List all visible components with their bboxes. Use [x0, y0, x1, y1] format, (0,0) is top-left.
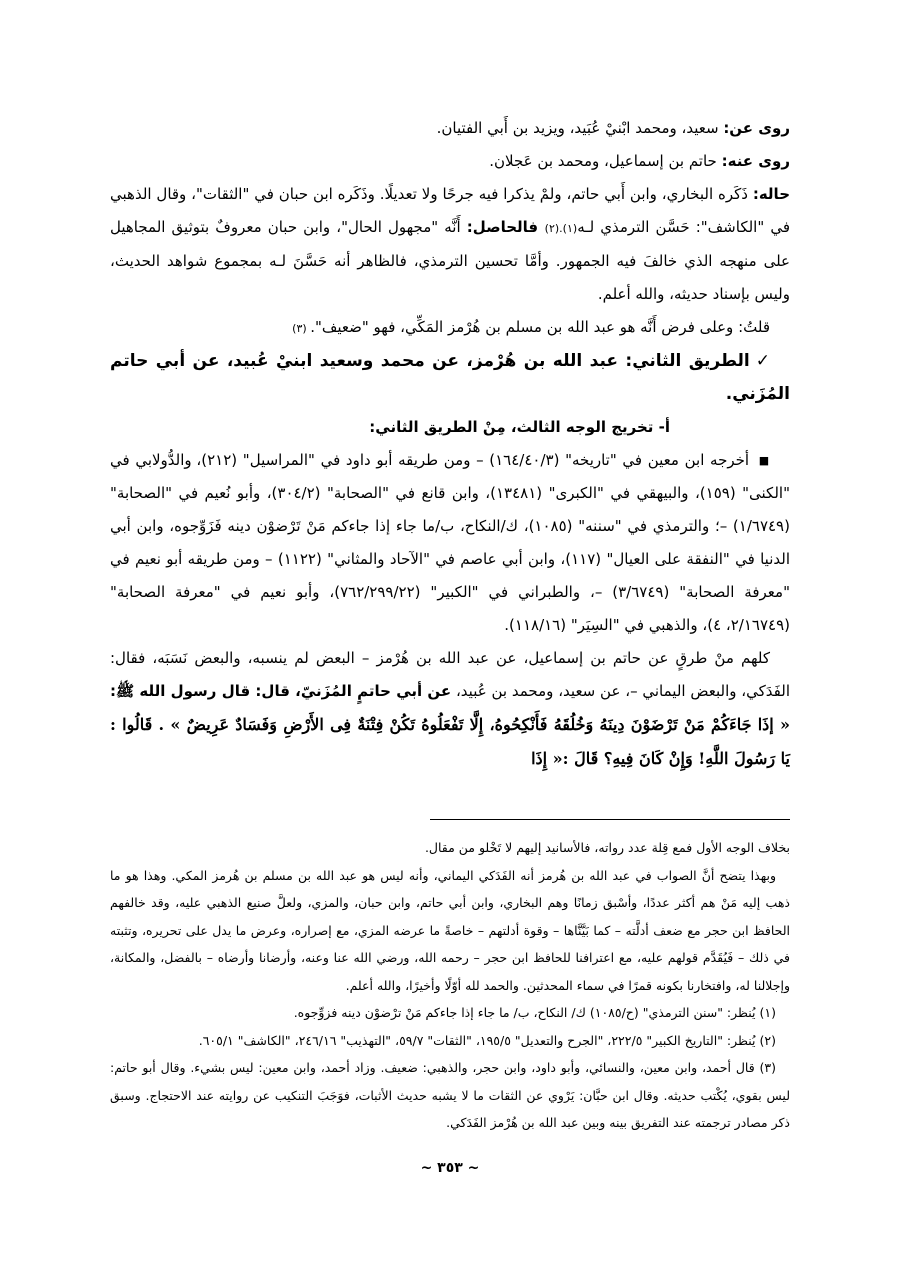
hal-text-1: ذَكَره البخاري، وابن أَبي حاتم، ولمْ يذكرا فيه جرحًا ولا تعديلًا. وذَكَره ابن حبان في "الثقات"، وقال الذهبي في "الكاشف": حَسَّن الترمذي لـه [110, 185, 790, 236]
riwaya-anhu-line [110, 145, 790, 178]
heading-text: : عبد الله بن هُرْمز، عن محمد وسعيد ابنيْ عُبيد، عن أبي حاتم المُزَني. [110, 351, 790, 404]
riwaya-anhu-label: روى عنه: [721, 152, 790, 170]
isnad-end: عن أبي حاتمٍ المُزَنيّ، قال: قال رسول الله ﷺ: [110, 682, 452, 700]
qultu-footnote-ref[interactable]: (٣) [292, 322, 311, 335]
hal-footnote-ref[interactable]: (١).(٢) [544, 222, 578, 235]
riwaya-anhu-text: حاتم بن إسماعيل، ومحمد بن عَجلان. [489, 152, 722, 170]
footnote-1: (١) يُنظر: "سنن الترمذي" (ح/١٠٨٥) ك/ النكاح، ب/ ما جاء إذا جاءكم مَنْ ترْضوْن دينه فزوِّجوه. [293, 1005, 776, 1020]
footnote-3: (٣) قال أحمد، وابن معين، والنسائي، وأبو داود، وابن حجر، والذهبي: ضعيف. وزاد أحمد، وابن معين: ليس بشيء. وقال أبو حاتم: ليس بقوي، يُكْتب حديثه. وقال ابن حبَّان: يَرْوي عن الثقات ما لا يشبه حديث الأثبات، فوَجَبَ التنكيب عن روايته عند الاحتجاج. وسبق ذكر مصادر ترجمته عند التفريق بينه وبين عبد الله بن هُرْمز الفَدَكي. [110, 1060, 790, 1130]
heading-label: الطريق الثاني [632, 351, 750, 371]
hal-text-2: أَنَّه "مجهول الحال"، وابن حبان معروفٌ بتوثيق المجاهيل على منهجه الذي خالفَ فيه الجمهور. وأمَّا تحسين الترمذي، فالظاهر أنه حَسَّنَ لـه بمجموع شواهد الحديث، وليس بإسناد حديثه، والله أعلم. [110, 218, 790, 303]
main-text [110, 112, 790, 776]
riwaya-an-line [110, 112, 790, 145]
hasil-label: فالحاصل: [466, 218, 545, 236]
kulluhum-text: كلهم منْ طرقٍ عن حاتم بن إسماعيل، عن عبد الله بن هُرْمز – البعض لم ينسبه، والبعض نَسَبَه، فقال: الفَدَكي، والبعض اليماني –، عن سعيد، ومحمد بن عُبيد، [110, 649, 790, 700]
footnote-continuation-1: بخلاف الوجه الأول فمع قِلة عدد رواته، فالأسانيد إليهم لا تَخْلو من مقال. [424, 840, 790, 855]
hadith-text: « إذَا جَاءَكُمْ مَنْ تَرْضَوْنَ دِينَهُ وَخُلُقَهُ فَأَنْكِحُوهُ، إِلَّا تَفْعَلُوهُ تَكُنْ فِتْنَةٌ فِى الأَرْضِ وَفَسَادٌ عَرِيضٌ » . قَالُوا : يَا رَسُولَ اللَّهِ! وَإِنْ كَانَ فِيهِ؟ قَالَ :« إِذَا [110, 715, 791, 768]
takhrij-text: أخرجه ابن معين في "تاريخه" (١٦٤/٤٠/٣) – ومن طريقه أبو داود في "المراسيل" (٢١٢)، والدُّولابي في "الكنى" (١٥٩)، والبيهقي في "الكبرى" (١٣٤٨١)، وابن قانع في "الصحابة" (٣٠٤/٢)، وأبو نُعيم في "الصحابة" (١/٦٧٤٩) –؛ والترمذي في "سننه" (١٠٨٥)، ك/النكاح، ب/ما جاء إذا جاءكم مَنْ تَرْضوْن دينه فَزَوِّجوه، وابن أبي الدنيا في "النفقة على العيال" (١١٧)، وابن أبي عاصم في "الآحاد والمثاني" (١١٢٢) – ومن طريقه أبو نعيم في "معرفة الصحابة" (٣/٦٧٤٩) –، والطبراني في "الكبير" (٧٦٢/٢٩٩/٢٢)، وأبو نعيم في "معرفة الصحابة" (٢/١٦٧٤٩، ٤)، والذهبي في "السِيَر" (١١٨/١٦). [110, 451, 790, 634]
kulluhum-paragraph [110, 642, 790, 776]
takhrij-paragraph [110, 444, 790, 642]
hal-paragraph [110, 178, 790, 311]
hal-label: حاله: [752, 185, 790, 203]
check-icon: ✓ [755, 351, 770, 371]
footnote-continuation-2: وبهذا يتضح أنَّ الصواب في عبد الله بن هُرمز أنه الفَدَكي اليماني، وأنه ليس هو عبد الله بن مسلم بن هُرمز المكي. وهذا هو ما ذهب إليه مَنْ هم أكثر عددًا، وأسْبق زمانًا وهم البخاري، وابن أبي حاتم، وابن حبان، والمزي، ولعلَّ صنيع الذهبي عليه، وقد خالفهم الحافظ ابن حجر مع ضعف أدلَّته – كما بَيَّنَّاها – وقوة أدلتهم – خاصةً ما عرضه المزي، مع إصراره، وعرض ما يدل على تحريره، وتثبته في ذلك – فَيُقَدَّم قولهم عليه، مع اعترافنا للحافظ ابن حجر – رحمه الله، ورضي الله عنا وعنه، وأرضانا وأرضاه – بالفضل، والمكانة، وإجلالنا له، وافتخارنا بكونه قمرًا في سماء المحدثين. والحمد لله أوّلًا وأخيرًا، والله أعلم. [110, 867, 790, 993]
page-number: ~ ٣٥٣ ~ [420, 1160, 480, 1176]
bullet-icon: ■ [758, 454, 770, 467]
footnote-divider [430, 819, 790, 820]
footnotes [110, 834, 790, 1137]
section-heading [110, 345, 790, 411]
qultu-text: قلتُ: وعلى فرض أَنَّه هو عبد الله بن مسلم بن هُرْمز المَكِّي، فهو "ضعيف". [310, 318, 770, 336]
subheading: أ- تخريج الوجه الثالث، مِنْ الطريق الثاني: [369, 418, 670, 436]
riwaya-an-label: روى عن: [723, 119, 790, 137]
footnote-2: (٢) يُنظر: "التاريخ الكبير" ٢٢٢/٥، "الجرح والتعديل" ١٩٥/٥، "الثقات" ٥٩/٧، "التهذيب" ٢٤٦/١٦، "الكاشف" ٦٠٥/١. [198, 1032, 776, 1048]
qultu-paragraph [110, 311, 790, 345]
riwaya-an-text: سعيد، ومحمد ابْنيْ عُبَيد، ويزيد بن أَبي الفتيان. [436, 119, 724, 137]
